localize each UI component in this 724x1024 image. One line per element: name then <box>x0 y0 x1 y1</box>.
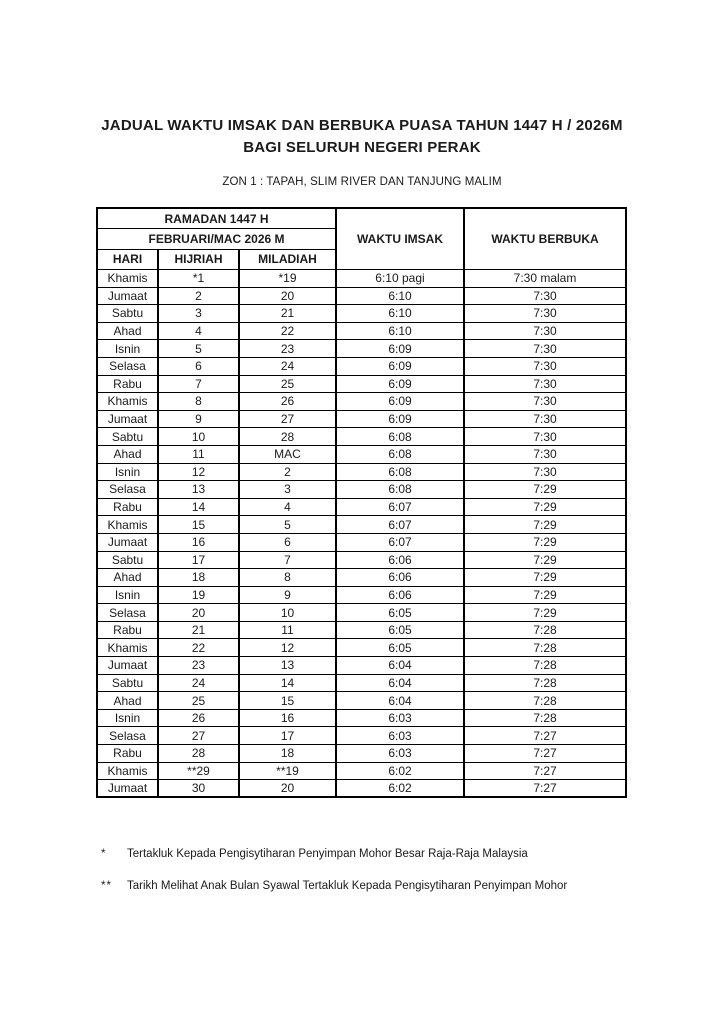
cell-waktu-imsak: 6:10 <box>336 287 464 305</box>
cell-hari: Rabu <box>97 621 158 639</box>
cell-waktu-imsak: 6:10 <box>336 305 464 323</box>
cell-hari: Selasa <box>97 727 158 745</box>
cell-hari: Sabtu <box>97 428 158 446</box>
cell-waktu-berbuka: 7:30 malam <box>464 270 626 288</box>
table-row <box>97 604 626 622</box>
cell-miladiah: 18 <box>239 745 336 763</box>
footnote-2-marker: ** <box>101 880 112 892</box>
cell-waktu-berbuka: 7:29 <box>464 533 626 551</box>
cell-waktu-berbuka: 7:30 <box>464 428 626 446</box>
table-row <box>97 322 626 340</box>
table-row <box>97 780 626 798</box>
cell-hari: Sabtu <box>97 551 158 569</box>
cell-waktu-imsak: 6:10 <box>336 322 464 340</box>
cell-hari: Jumaat <box>97 533 158 551</box>
cell-hari: Isnin <box>97 586 158 604</box>
cell-miladiah: 26 <box>239 393 336 411</box>
cell-hijriah: 2 <box>158 287 239 305</box>
cell-hijriah: 18 <box>158 569 239 587</box>
cell-miladiah: 10 <box>239 604 336 622</box>
page-title-line2: BAGI SELURUH NEGERI PERAK <box>243 139 481 156</box>
cell-waktu-imsak: 6:06 <box>336 551 464 569</box>
cell-hijriah: *1 <box>158 270 239 288</box>
cell-hijriah: 22 <box>158 639 239 657</box>
table-row <box>97 445 626 463</box>
cell-hijriah: 4 <box>158 322 239 340</box>
cell-hari: Selasa <box>97 357 158 375</box>
cell-waktu-berbuka: 7:27 <box>464 762 626 780</box>
cell-hari: Ahad <box>97 322 158 340</box>
cell-waktu-imsak: 6:04 <box>336 692 464 710</box>
cell-hijriah: 15 <box>158 516 239 534</box>
header-hijri-month: RAMADAN 1447 H <box>97 208 336 229</box>
cell-miladiah: 11 <box>239 621 336 639</box>
cell-waktu-imsak: 6:06 <box>336 569 464 587</box>
table-row <box>97 357 626 375</box>
header-gregorian-month: FEBRUARI/MAC 2026 M <box>97 229 336 250</box>
cell-miladiah: 17 <box>239 727 336 745</box>
cell-waktu-berbuka: 7:30 <box>464 463 626 481</box>
page-title <box>0 115 724 159</box>
table-row <box>97 305 626 323</box>
cell-miladiah: 21 <box>239 305 336 323</box>
cell-waktu-imsak: 6:09 <box>336 357 464 375</box>
cell-miladiah: 16 <box>239 709 336 727</box>
cell-waktu-imsak: 6:02 <box>336 762 464 780</box>
cell-waktu-imsak: 6:09 <box>336 410 464 428</box>
cell-hari: Ahad <box>97 692 158 710</box>
cell-waktu-imsak: 6:05 <box>336 621 464 639</box>
cell-waktu-imsak: 6:03 <box>336 745 464 763</box>
cell-waktu-berbuka: 7:28 <box>464 657 626 675</box>
cell-hijriah: 8 <box>158 393 239 411</box>
cell-waktu-berbuka: 7:30 <box>464 375 626 393</box>
cell-hari: Sabtu <box>97 674 158 692</box>
cell-hijriah: 3 <box>158 305 239 323</box>
cell-hijriah: 16 <box>158 533 239 551</box>
cell-waktu-berbuka: 7:30 <box>464 305 626 323</box>
cell-waktu-berbuka: 7:28 <box>464 639 626 657</box>
cell-hari: Khamis <box>97 762 158 780</box>
table-row <box>97 375 626 393</box>
cell-miladiah: 24 <box>239 357 336 375</box>
table-row <box>97 586 626 604</box>
cell-waktu-berbuka: 7:28 <box>464 621 626 639</box>
footnote-1 <box>101 847 661 861</box>
cell-hari: Rabu <box>97 375 158 393</box>
cell-waktu-berbuka: 7:30 <box>464 410 626 428</box>
header-hijriah: HIJRIAH <box>158 249 239 270</box>
table-row <box>97 639 626 657</box>
cell-miladiah: 9 <box>239 586 336 604</box>
cell-waktu-imsak: 6:08 <box>336 481 464 499</box>
cell-hari: Khamis <box>97 393 158 411</box>
table-row <box>97 410 626 428</box>
table-row <box>97 709 626 727</box>
table-row <box>97 727 626 745</box>
cell-hari: Jumaat <box>97 287 158 305</box>
table-row <box>97 621 626 639</box>
table-row <box>97 745 626 763</box>
cell-miladiah: 5 <box>239 516 336 534</box>
cell-hijriah: 7 <box>158 375 239 393</box>
cell-hari: Isnin <box>97 709 158 727</box>
cell-hari: Isnin <box>97 340 158 358</box>
cell-waktu-imsak: 6:06 <box>336 586 464 604</box>
cell-waktu-berbuka: 7:30 <box>464 357 626 375</box>
cell-waktu-berbuka: 7:30 <box>464 393 626 411</box>
header-miladiah: MILADIAH <box>239 249 336 270</box>
table-row <box>97 692 626 710</box>
table-row <box>97 762 626 780</box>
cell-miladiah: 2 <box>239 463 336 481</box>
cell-hijriah: 26 <box>158 709 239 727</box>
cell-hijriah: 5 <box>158 340 239 358</box>
table-row <box>97 551 626 569</box>
table-row <box>97 498 626 516</box>
cell-waktu-imsak: 6:07 <box>336 516 464 534</box>
header-waktu-imsak: WAKTU IMSAK <box>336 208 464 270</box>
cell-waktu-berbuka: 7:28 <box>464 674 626 692</box>
cell-hijriah: 21 <box>158 621 239 639</box>
cell-miladiah: 3 <box>239 481 336 499</box>
cell-hijriah: 11 <box>158 445 239 463</box>
header-waktu-berbuka: WAKTU BERBUKA <box>464 208 626 270</box>
cell-miladiah: 12 <box>239 639 336 657</box>
cell-hijriah: 24 <box>158 674 239 692</box>
cell-miladiah: 13 <box>239 657 336 675</box>
cell-waktu-berbuka: 7:29 <box>464 481 626 499</box>
cell-waktu-imsak: 6:03 <box>336 709 464 727</box>
table-row <box>97 533 626 551</box>
cell-miladiah: *19 <box>239 270 336 288</box>
cell-hijriah: 27 <box>158 727 239 745</box>
cell-hijriah: 30 <box>158 780 239 798</box>
footnote-2-text: Tarikh Melihat Anak Bulan Syawal Tertakluk Kepada Pengisytiharan Penyimpan Mohor <box>127 880 568 892</box>
cell-hijriah: 20 <box>158 604 239 622</box>
cell-miladiah: 27 <box>239 410 336 428</box>
cell-hari: Jumaat <box>97 780 158 798</box>
cell-hijriah: 23 <box>158 657 239 675</box>
cell-miladiah: 20 <box>239 780 336 798</box>
cell-hijriah: **29 <box>158 762 239 780</box>
cell-waktu-imsak: 6:02 <box>336 780 464 798</box>
cell-miladiah: 25 <box>239 375 336 393</box>
cell-miladiah: 22 <box>239 322 336 340</box>
cell-miladiah: MAC <box>239 445 336 463</box>
cell-miladiah: 4 <box>239 498 336 516</box>
table-row <box>97 393 626 411</box>
cell-hijriah: 13 <box>158 481 239 499</box>
cell-waktu-berbuka: 7:29 <box>464 498 626 516</box>
cell-hijriah: 6 <box>158 357 239 375</box>
cell-hari: Khamis <box>97 639 158 657</box>
cell-waktu-berbuka: 7:29 <box>464 586 626 604</box>
cell-waktu-berbuka: 7:30 <box>464 287 626 305</box>
cell-hari: Jumaat <box>97 657 158 675</box>
footnote-1-text: Tertakluk Kepada Pengisytiharan Penyimpan Mohor Besar Raja-Raja Malaysia <box>127 848 528 860</box>
cell-miladiah: 15 <box>239 692 336 710</box>
cell-hari: Selasa <box>97 481 158 499</box>
cell-hijriah: 9 <box>158 410 239 428</box>
cell-hari: Rabu <box>97 498 158 516</box>
cell-hari: Ahad <box>97 569 158 587</box>
cell-miladiah: 6 <box>239 533 336 551</box>
cell-hijriah: 17 <box>158 551 239 569</box>
header-row-hijri-month <box>97 208 626 229</box>
cell-waktu-imsak: 6:04 <box>336 674 464 692</box>
cell-waktu-berbuka: 7:29 <box>464 569 626 587</box>
cell-hijriah: 12 <box>158 463 239 481</box>
table-row <box>97 674 626 692</box>
cell-waktu-imsak: 6:07 <box>336 533 464 551</box>
cell-miladiah: 8 <box>239 569 336 587</box>
cell-hari: Isnin <box>97 463 158 481</box>
cell-miladiah: **19 <box>239 762 336 780</box>
cell-hijriah: 28 <box>158 745 239 763</box>
cell-hari: Khamis <box>97 516 158 534</box>
cell-hijriah: 25 <box>158 692 239 710</box>
cell-waktu-imsak: 6:09 <box>336 393 464 411</box>
cell-hijriah: 14 <box>158 498 239 516</box>
footnote-1-marker: * <box>101 848 107 860</box>
schedule-table-body <box>97 270 626 798</box>
cell-miladiah: 14 <box>239 674 336 692</box>
table-row <box>97 481 626 499</box>
cell-waktu-berbuka: 7:29 <box>464 516 626 534</box>
cell-waktu-imsak: 6:08 <box>336 463 464 481</box>
table-row <box>97 516 626 534</box>
cell-waktu-berbuka: 7:30 <box>464 322 626 340</box>
cell-hari: Selasa <box>97 604 158 622</box>
cell-waktu-imsak: 6:05 <box>336 604 464 622</box>
table-row <box>97 270 626 288</box>
cell-hari: Ahad <box>97 445 158 463</box>
cell-waktu-berbuka: 7:30 <box>464 445 626 463</box>
cell-waktu-imsak: 6:07 <box>336 498 464 516</box>
cell-waktu-berbuka: 7:30 <box>464 340 626 358</box>
cell-waktu-imsak: 6:09 <box>336 375 464 393</box>
cell-waktu-imsak: 6:09 <box>336 340 464 358</box>
cell-miladiah: 23 <box>239 340 336 358</box>
cell-waktu-berbuka: 7:27 <box>464 745 626 763</box>
cell-miladiah: 28 <box>239 428 336 446</box>
cell-hari: Khamis <box>97 270 158 288</box>
table-row <box>97 340 626 358</box>
cell-waktu-berbuka: 7:29 <box>464 604 626 622</box>
cell-waktu-berbuka: 7:29 <box>464 551 626 569</box>
cell-hijriah: 19 <box>158 586 239 604</box>
table-row <box>97 428 626 446</box>
cell-hijriah: 10 <box>158 428 239 446</box>
cell-hari: Sabtu <box>97 305 158 323</box>
cell-waktu-imsak: 6:08 <box>336 428 464 446</box>
table-row <box>97 287 626 305</box>
cell-waktu-imsak: 6:04 <box>336 657 464 675</box>
zone-subtitle: ZON 1 : TAPAH, SLIM RIVER DAN TANJUNG MALIM <box>222 176 502 188</box>
cell-hari: Jumaat <box>97 410 158 428</box>
table-row <box>97 657 626 675</box>
table-row <box>97 569 626 587</box>
header-hari: HARI <box>97 249 158 270</box>
page-title-line1: JADUAL WAKTU IMSAK DAN BERBUKA PUASA TAHUN 1447 H / 2026M <box>101 117 623 134</box>
table-row <box>97 463 626 481</box>
cell-waktu-berbuka: 7:28 <box>464 709 626 727</box>
cell-miladiah: 7 <box>239 551 336 569</box>
cell-waktu-berbuka: 7:28 <box>464 692 626 710</box>
cell-waktu-imsak: 6:05 <box>336 639 464 657</box>
cell-waktu-imsak: 6:08 <box>336 445 464 463</box>
footnote-2 <box>101 879 661 893</box>
schedule-table <box>96 207 627 798</box>
cell-waktu-imsak: 6:03 <box>336 727 464 745</box>
cell-hari: Rabu <box>97 745 158 763</box>
cell-waktu-imsak: 6:10 pagi <box>336 270 464 288</box>
cell-waktu-berbuka: 7:27 <box>464 727 626 745</box>
cell-waktu-berbuka: 7:27 <box>464 780 626 798</box>
cell-miladiah: 20 <box>239 287 336 305</box>
